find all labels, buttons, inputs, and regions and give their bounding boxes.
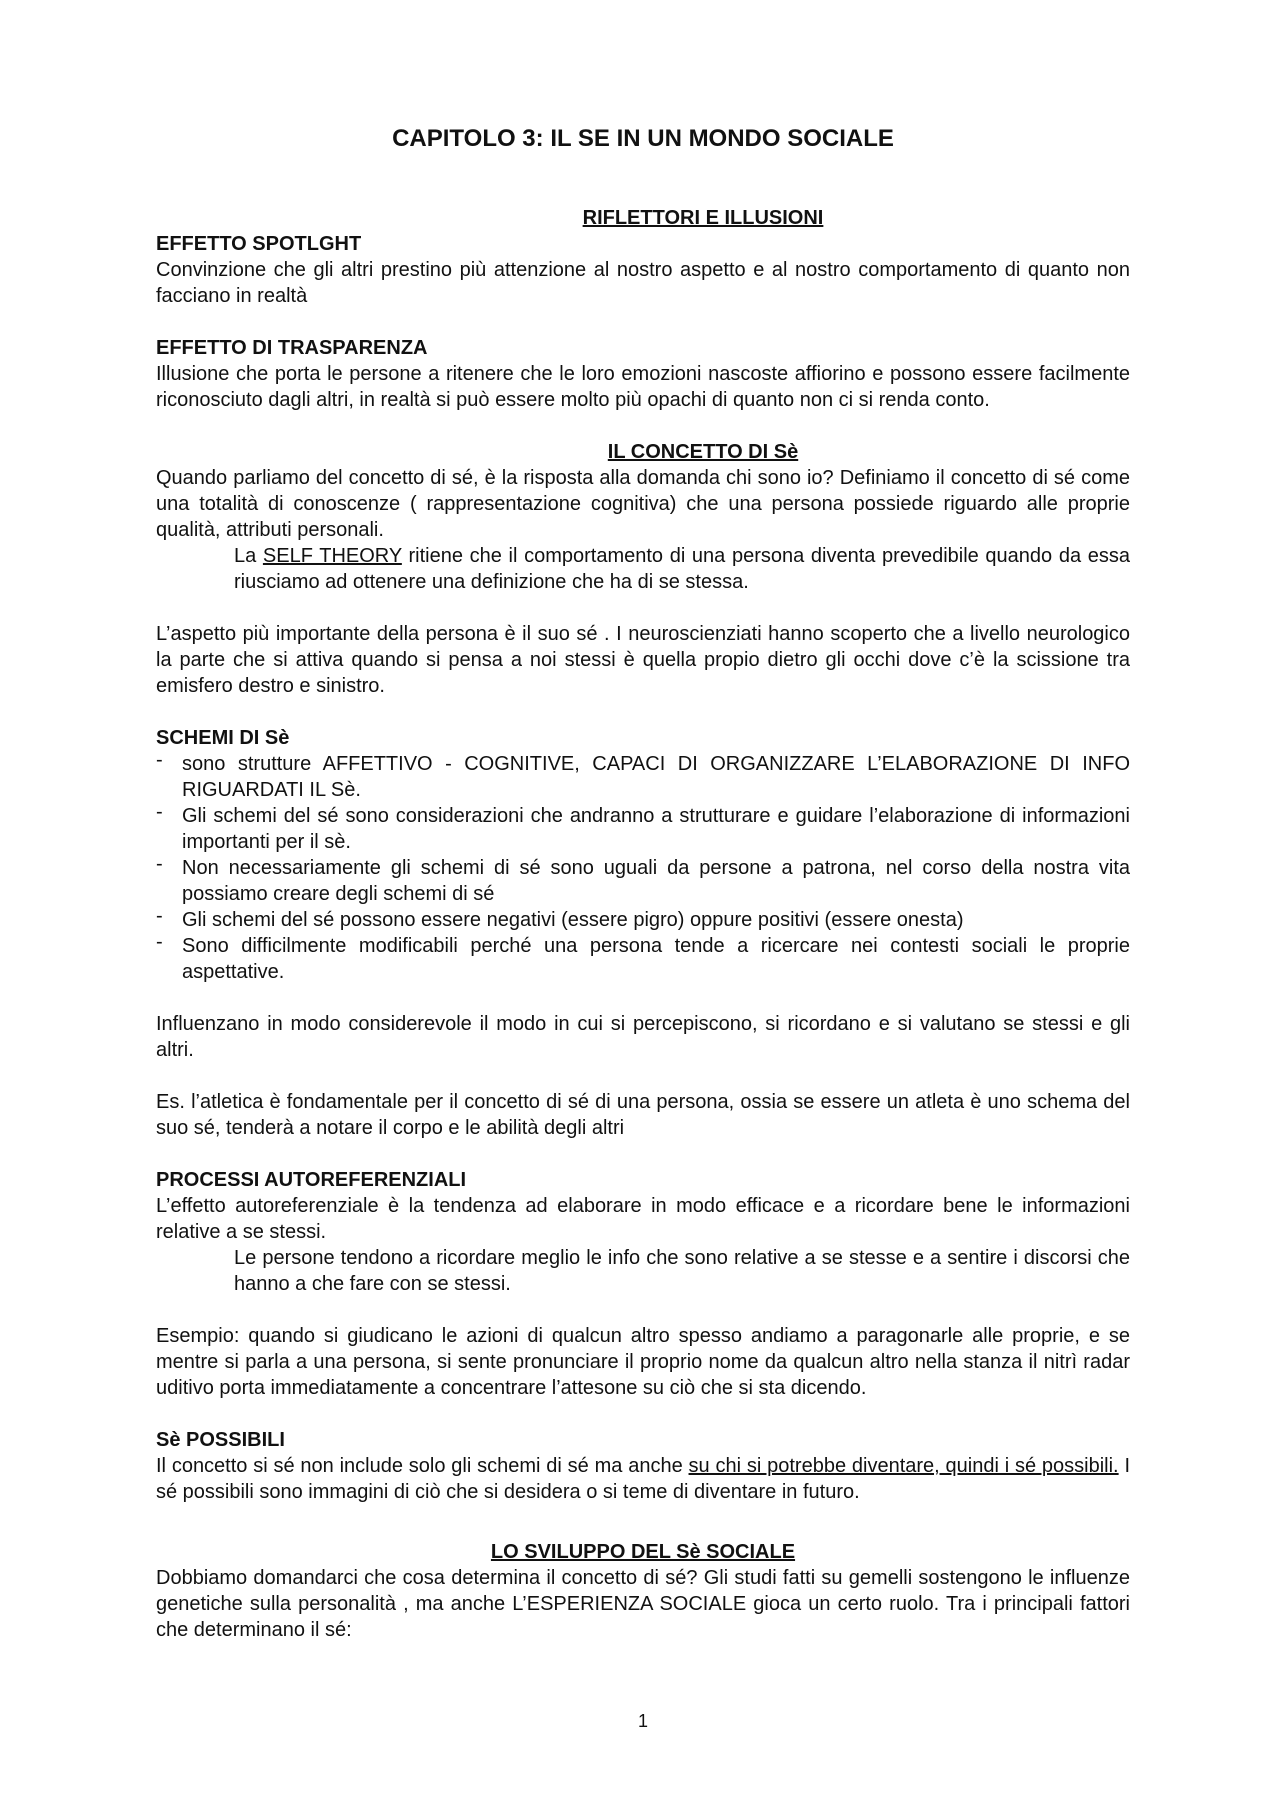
paragraph-sviluppo: Dobbiamo domandarci che cosa determina il concetto di sé? Gli studi fatti su gemelli sostengono le influenze genetiche sulla personalità , ma anche L’ESPERIENZA SOCIALE gioca un certo ruolo. Tra i principali fattori che determinano il sé: [156, 1567, 1130, 1641]
subheading-spotlight: EFFETTO SPOTLGHT [156, 233, 362, 255]
subheading-possibili: Sè POSSIBILI [156, 1429, 285, 1451]
dash-marker: - [156, 801, 163, 823]
document-body [156, 205, 1130, 1643]
paragraph-processi: L’effetto autoreferenziale è la tendenza ad elaborare in modo efficace e a ricordare bene le informazioni relative a se stessi. [156, 1195, 1130, 1243]
dash-marker: - [156, 853, 163, 875]
section-heading-concetto: IL CONCETTO DI Sè [607, 441, 799, 463]
paragraph-trasparenza: Illusione che porta le persone a ritenere che le loro emozioni nascoste affiorino e possono essere facilmente riconosciuto dagli altri, in realtà si può essere molto più opachi di quanto non ci si renda conto. [156, 363, 1130, 411]
subheading-trasparenza: EFFETTO DI TRASPARENZA [156, 337, 428, 359]
page-number: 1 [637, 1711, 648, 1731]
list-item: - Gli schemi del sé sono considerazioni che andranno a strutturare e guidare l’elaborazione di informazioni importanti per il sè. [156, 801, 1130, 853]
dash-marker: - [156, 749, 163, 771]
self-theory-pre: La [234, 545, 263, 567]
section-heading-riflettori: RIFLETTORI E ILLUSIONI [582, 207, 824, 229]
paragraph-aspetto: L’aspetto più importante della persona è il suo sé . I neuroscienziati hanno scoperto che a livello neurologico la parte che si attiva quando si pensa a noi stessi è quella propio dietro gli occhi dove c’è la scissione tra emisfero destro e sinistro. [156, 623, 1130, 697]
list-item: - Sono difficilmente modificabili perché una persona tende a ricercare nei contesti sociali le proprie aspettative. [156, 931, 1130, 983]
paragraph-processi-esempio: Esempio: quando si giudicano le azioni di qualcun altro spesso andiamo a paragonarle alle proprie, e se mentre si parla a una persona, si sente pronunciare il proprio nome da qualcun altro nella stanza il nitrì radar uditivo porta immediatamente a concentrare l’attesone su ciò che si sta dicendo. [156, 1325, 1130, 1399]
dash-marker: - [156, 905, 163, 927]
paragraph-influenzano: Influenzano in modo considerevole il modo in cui si percepiscono, si ricordano e si valutano se stessi e gli altri. [156, 1013, 1130, 1061]
list-item: - Gli schemi del sé possono essere negativi (essere pigro) oppure positivi (essere onesta) [156, 905, 964, 931]
dash-marker: - [156, 931, 163, 953]
self-theory-term: SELF THEORY [262, 545, 402, 567]
possibili-underlined: su chi si potrebbe diventare, quindi i sé possibili. [688, 1455, 1119, 1477]
paragraph-spotlight: Convinzione che gli altri prestino più attenzione al nostro aspetto e al nostro comportamento di quanto non facciano in realtà [156, 259, 1130, 307]
section-heading-sviluppo: LO SVILUPPO DEL Sè SOCIALE [490, 1541, 796, 1563]
paragraph-self-theory [156, 543, 1130, 595]
paragraph-possibili: Il concetto si sé non include solo gli schemi di sé ma anche su chi si potrebbe diventare, quindi i sé possibili. I sé possibili sono immagini di ciò che si desidera o si teme di diventare in futuro. [156, 1455, 1130, 1503]
schemi-list [156, 751, 1130, 985]
self-theory-post: ritiene che il comportamento di una persona diventa prevedibile quando da essa riusciamo ad ottenere una definizione che ha di se stessa. [234, 545, 1130, 593]
subheading-schemi: SCHEMI DI Sè [156, 727, 290, 749]
list-item: - Non necessariamente gli schemi di sé sono uguali da persone a patrona, nel corso della nostra vita possiamo creare degli schemi di sé [156, 853, 1130, 905]
paragraph-concetto-intro: Quando parliamo del concetto di sé, è la risposta alla domanda chi sono io? Definiamo il concetto di sé come una totalità di conoscenze ( rappresentazione cognitiva) che una persona possiede riguardo alle proprie qualità, attributi personali. [156, 467, 1130, 541]
subheading-processi: PROCESSI AUTOREFERENZIALI [156, 1169, 467, 1191]
paragraph-processi-indent: Le persone tendono a ricordare meglio le info che sono relative a se stesse e a sentire i discorsi che hanno a che fare con se stessi. [234, 1247, 1130, 1295]
list-item: - sono strutture AFFETTIVO - COGNITIVE, CAPACI DI ORGANIZZARE L’ELABORAZIONE DI INFO RIGUARDATI IL Sè. [156, 749, 1130, 801]
chapter-title: CAPITOLO 3: IL SE IN UN MONDO SOCIALE [392, 125, 894, 152]
paragraph-esempio-atletica: Es. l’atletica è fondamentale per il concetto di sé di una persona, ossia se essere un atleta è uno schema del suo sé, tenderà a notare il corpo e le abilità degli altri [156, 1091, 1130, 1139]
